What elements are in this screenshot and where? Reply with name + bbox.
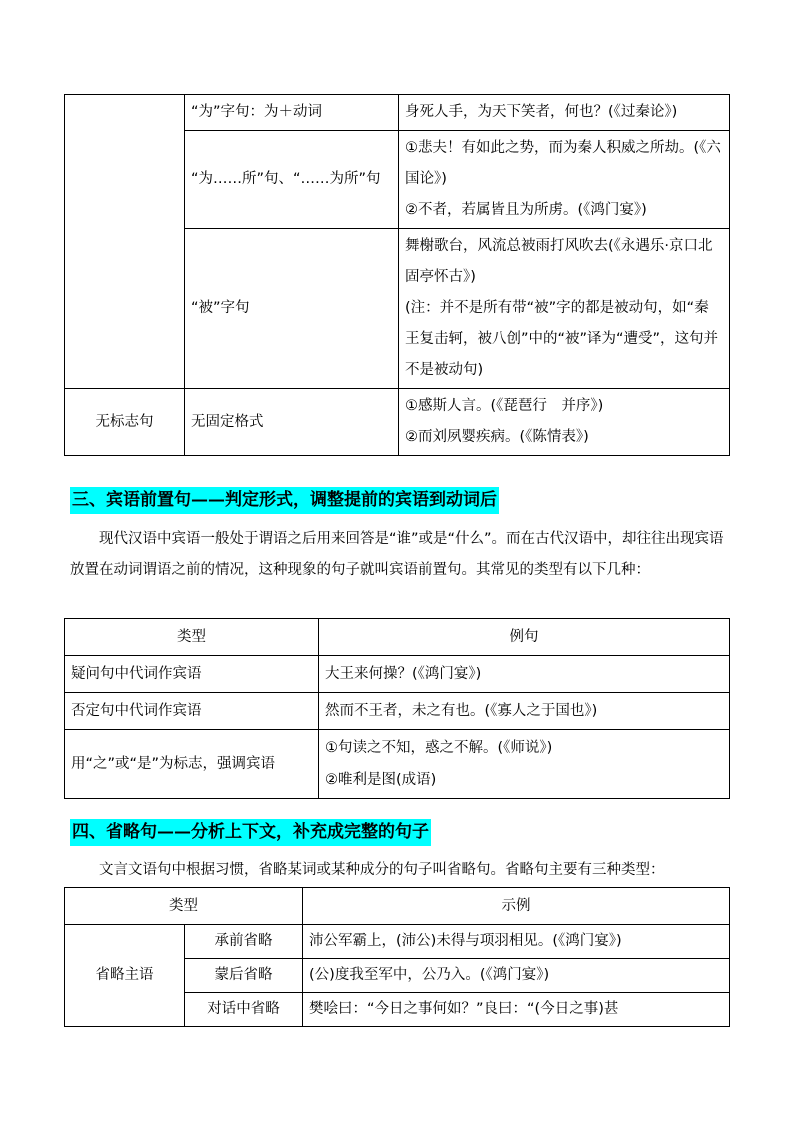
- example-line: ①悲夫！有如此之势，而为秦人积威之所劫。(《六国论》): [405, 140, 721, 187]
- table-row: [65, 693, 730, 730]
- table-row: [65, 656, 730, 693]
- type-cell: 用“之”或“是”为标志，强调宾语: [65, 730, 319, 799]
- table-header-row: [65, 888, 730, 925]
- omission-table: [64, 887, 730, 1027]
- example-line: 身死人手，为天下笑者，何也？(《过秦论》): [405, 104, 678, 120]
- example-cell: [399, 389, 730, 456]
- type-cell: 疑问句中代词作宾语: [65, 656, 319, 693]
- section-3-paragraph: [70, 524, 730, 586]
- type-cell: 无固定格式: [185, 389, 399, 456]
- section-4-paragraph: [70, 855, 730, 886]
- section-4-paragraph-text: 文言文语句中根据习惯，省略某词或某种成分的句子叫省略句。省略句主要有三种类型：: [99, 862, 665, 878]
- object-fronting-table: [64, 618, 730, 799]
- type-cell: “为……所”句、“……为所”句: [185, 131, 399, 229]
- example-cell: (公)度我至军中，公乃入。(《鸿门宴》): [303, 959, 730, 993]
- table-row: [65, 730, 730, 799]
- category-cell: 无标志句: [65, 389, 185, 456]
- example-cell: [399, 95, 730, 131]
- example-line: ①句读之不知，惑之不解。(《师说》): [325, 740, 553, 756]
- category-cell-blank: [65, 95, 185, 389]
- column-header: 例句: [319, 619, 730, 656]
- example-line: ②不者，若属皆且为所虏。(《鸿门宴》): [405, 202, 647, 218]
- example-cell: 沛公军霸上，(沛公)未得与项羽相见。(《鸿门宴》): [303, 925, 730, 959]
- column-header: 类型: [65, 888, 303, 925]
- example-cell: [319, 656, 730, 693]
- column-header: 示例: [303, 888, 730, 925]
- type-cell: “为”字句：为＋动词: [185, 95, 399, 131]
- example-cell: [319, 693, 730, 730]
- section-3-paragraph-text: 现代汉语中宾语一般处于谓语之后用来回答是“谁”或是“什么”。而在古代汉语中，却往往出现宾语放置在动词谓语之前的情况，这种现象的句子就叫宾语前置句。其常见的类型有以下几种：: [70, 531, 724, 578]
- table-row: [65, 389, 730, 456]
- example-line: ②唯利是图(成语): [325, 772, 437, 788]
- example-line: 大王来何操？(《鸿门宴》): [325, 666, 482, 682]
- subtype-cell: 对话中省略: [185, 993, 303, 1027]
- subtype-cell: 承前省略: [185, 925, 303, 959]
- passive-sentence-table: [64, 94, 730, 456]
- example-cell: [399, 131, 730, 229]
- section-4-heading: 四、省略句——分析上下文，补充成完整的句子: [70, 819, 431, 846]
- example-cell: [319, 730, 730, 799]
- example-line: 舞榭歌台，风流总被雨打风吹去(《永遇乐·京口北固亭怀古》): [405, 238, 713, 285]
- example-line: 然而不王者，未之有也。(《寡人之于国也》): [325, 703, 598, 719]
- table-row: [65, 925, 730, 959]
- example-cell: [399, 229, 730, 389]
- group-cell: 省略主语: [65, 925, 185, 1027]
- example-line: ①感斯人言。(《琵琶行 并序》): [405, 398, 604, 414]
- column-header: 类型: [65, 619, 319, 656]
- example-line: ②而刘夙婴疾病。(《陈情表》): [405, 429, 589, 445]
- table-row: [65, 95, 730, 131]
- subtype-cell: 蒙后省略: [185, 959, 303, 993]
- table-header-row: [65, 619, 730, 656]
- type-cell: “被”字句: [185, 229, 399, 389]
- type-cell: 否定句中代词作宾语: [65, 693, 319, 730]
- example-note: (注：并不是所有带“被”字的都是被动句，如“秦王复击轲，被八创”中的“被”译为“遭受”，这句并不是被动句): [405, 300, 719, 378]
- section-3-heading: 三、宾语前置句——判定形式，调整提前的宾语到动词后: [70, 487, 499, 514]
- example-cell: 樊哙曰：“今日之事何如？”良曰：“(今日之事)甚: [303, 993, 730, 1027]
